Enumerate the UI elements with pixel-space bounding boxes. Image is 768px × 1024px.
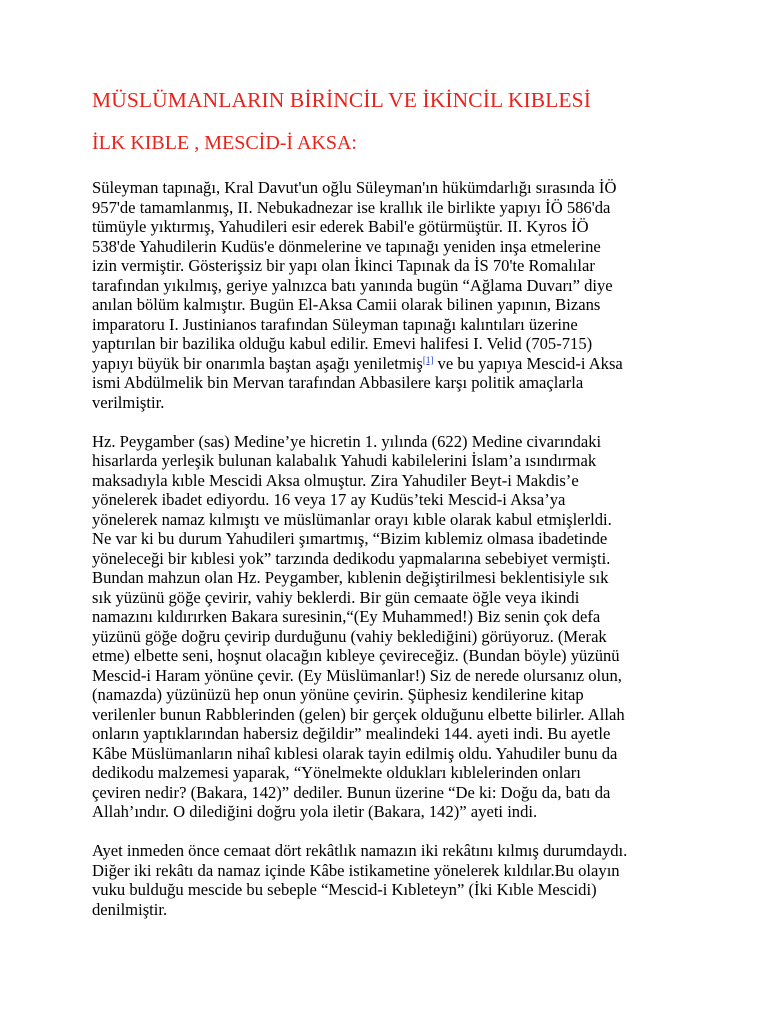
text-line: çeviren nedir? (Bakara, 142)” dediler. Bunun üzerine “De ki: Doğu da, batı da — [92, 782, 611, 802]
text-line: tümüyle yıktırmış, Yahudileri esir ederek Babil'e götürmüştür. II. Kyros İÖ — [92, 217, 589, 236]
text-line: etme) elbette seni, hoşnut olacağın kıbleye çevireceğiz. (Bundan böyle) yüzünü — [92, 646, 620, 665]
document-title: MÜSLÜMANLARIN BİRİNCİL VE İKİNCİL KIBLESİ — [92, 88, 591, 112]
text-line: 538'de Yahudilerin Kudüs'e dönmelerine ve tapınağı yeniden inşa etmelerine — [92, 236, 601, 256]
text-line: (namazda) yüzünüzü hep onun yönüne çevirin. Şüphesiz kendilerine kitap — [92, 685, 584, 704]
text-line: verilenler bunun Rabblerinden (gelen) bir gerçek olduğunu elbette bilirler. Allah — [92, 704, 625, 724]
text-line: Hz. Peygamber (sas) Medine’ye hicretin 1. yılında (622) Medine civarındaki — [92, 431, 602, 451]
text-line: Süleyman tapınağı, Kral Davut'un oğlu Süleyman'ın hükümdarlığı sırasında İÖ — [92, 178, 617, 197]
text-line: tarafından yıkılmış, geriye yalnızca batı yanında bugün “Ağlama Duvarı” diye — [92, 275, 613, 295]
text-line: yüzünü göğe doğru çevirip durduğunu (vahiy beklediğini) görüyoruz. (Merak — [92, 626, 607, 646]
paragraph-2 — [92, 432, 692, 822]
document-page — [92, 86, 692, 919]
text-line: 957'de tamamlanmış, II. Nebukadnezar ise krallık ile birlikte yapıyı İÖ 586'da — [92, 197, 611, 217]
text-line: ismi Abdülmelik bin Mervan tarafından Abbasilere karşı politik amaçlarla — [92, 373, 584, 392]
text-line: dedikodu malzemesi yaparak, “Yönelmekte oldukları kıblelerinden onları — [92, 763, 581, 782]
paragraph-1 — [92, 178, 692, 412]
text-line: Mescid-i Haram yönüne çevir. (Ey Müslümanlar!) Siz de nerede olursanız olun, — [92, 665, 622, 685]
text-line: denilmiştir. — [92, 899, 168, 919]
text-line: Allah’ındır. O dilediğini doğru yola iletir (Bakara, 142)” ayeti indi. — [92, 802, 538, 821]
text-line: Diğer iki rekâtı da namaz içinde Kâbe istikametine yönelerek kıldılar.Bu olayın — [92, 860, 620, 880]
text-line: maksadıyla kıble Mescidi Aksa olmuştur. Zira Yahudiler Beyt-i Makdis’e — [92, 470, 579, 490]
text-line — [92, 354, 692, 374]
text-line: onların yaptıklarından habersiz değildir” mealindeki 144. ayeti indi. Bu ayetle — [92, 724, 611, 743]
text-line: yaptırılan bir bazilika olduğu kabul edilir. Emevi halifesi I. Velid (705-715) — [92, 334, 593, 353]
text-line: vuku bulduğu mescide bu sebeple “Mescid-i Kıbleteyn” (İki Kıble Mescidi) — [92, 880, 597, 899]
text-segment: ve bu yapıya Mescid-i Aksa — [433, 353, 623, 373]
text-line: Ayet inmeden önce cemaat dört rekâtlık namazın iki rekâtını kılmış durumdaydı. — [92, 841, 628, 860]
text-line: yöneleceği bir kıblesi yok” tarzında dedikodu yapmalarına sebebiyet vermişti. — [92, 548, 611, 568]
text-line: yönelerek namaz kılmıştı ve müslümanlar orayı kıble olarak kabul etmişlerldi. — [92, 509, 612, 529]
text-line: sık yüzünü göğe çevirir, vahiy beklerdi. Bir gün cemaate öğle veya ikindi — [92, 587, 580, 607]
text-line: imparatoru I. Justinianos tarafından Süleyman tapınağı kalıntıları üzerine — [92, 314, 578, 334]
text-line: hisarlarda yerleşik bulunan kalabalık Yahudi kabilelerini İslam’a ısındırmak — [92, 451, 597, 470]
text-line: Bundan mahzun olan Hz. Peygamber, kıblenin değiştirilmesi beklentisiyle sık — [92, 568, 609, 587]
text-segment: yapıyı büyük bir onarımla baştan aşağı yeniletmiş — [92, 353, 423, 373]
section-heading: İLK KIBLE , MESCİD-İ AKSA: — [92, 132, 357, 154]
text-line: izin vermiştir. Gösterişsiz bir yapı olan İkinci Tapınak da İS 70'te Romalılar — [92, 256, 595, 275]
text-line: anılan bölüm kalmıştır. Bugün El-Aksa Camii olarak bilinen yapının, Bizans — [92, 295, 601, 314]
text-line: yönelerek ibadet ediyordu. 16 veya 17 ay Kudüs’teki Mescid-i Aksa’ya — [92, 490, 566, 509]
text-line: namazını kıldırırken Bakara suresinin,“(Ey Muhammed!) Biz senin çok defa — [92, 607, 601, 626]
paragraph-3 — [92, 841, 692, 919]
text-line: Ne var ki bu durum Yahudileri şımartmış, “Bizim kıblemiz olmasa ibadetinde — [92, 529, 608, 548]
footnote-link[interactable]: [1] — [422, 354, 434, 365]
text-line: verilmiştir. — [92, 392, 165, 412]
text-line: Kâbe Müslümanların nihaî kıblesi olarak tayin edilmiş oldu. Yahudiler bunu da — [92, 743, 618, 763]
